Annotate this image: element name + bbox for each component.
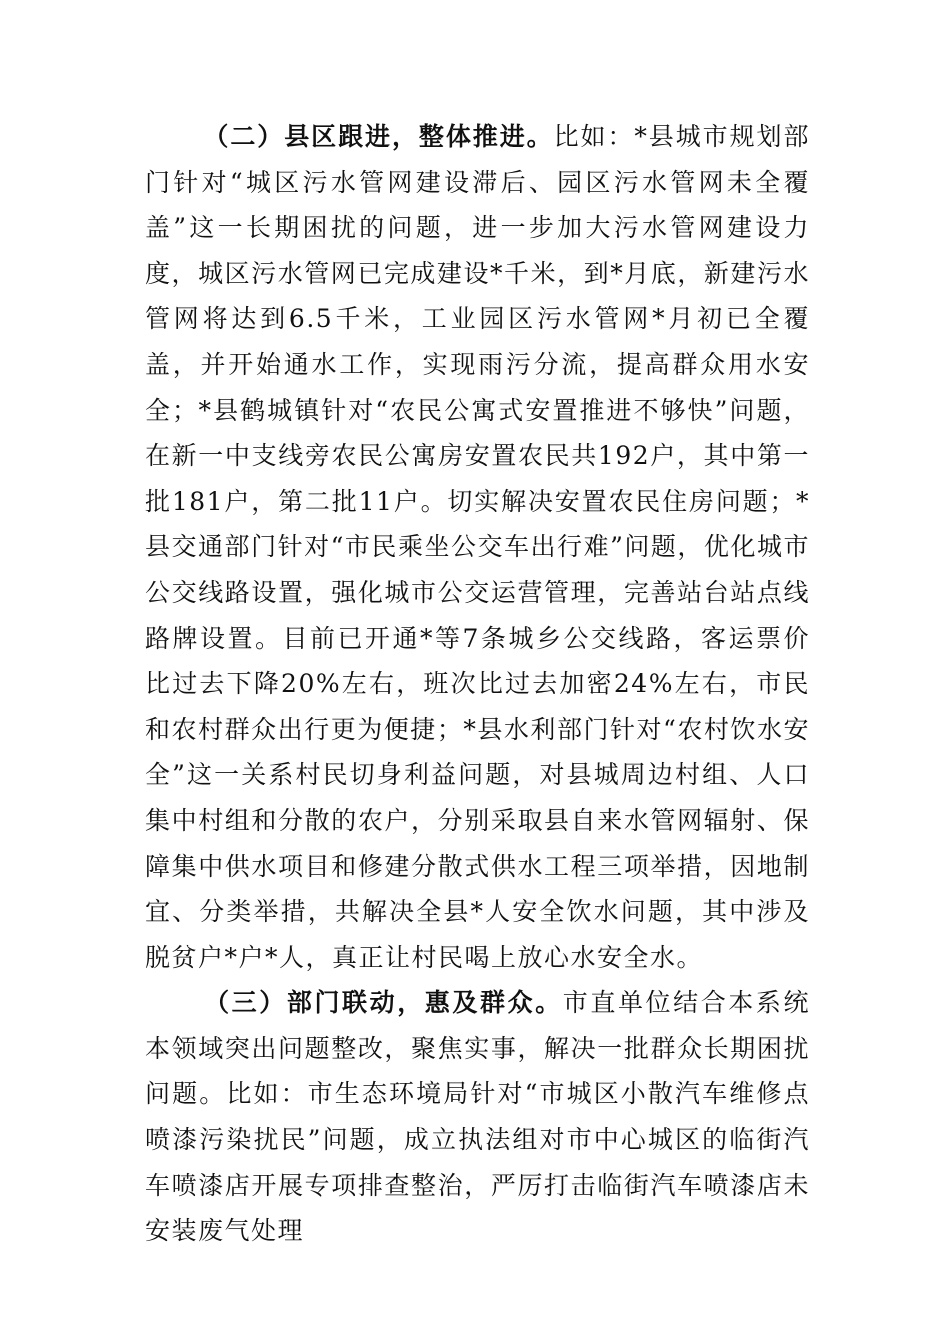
paragraph-department-linkage: [145, 980, 810, 1254]
paragraph-text: 比如：*县城市规划部门针对“城区污水管网建设滞后、园区污水管网未全覆盖”这一长期困扰的问题，进一步加大污水管网建设力度，城区污水管网已完成建设*千米，到*月底，新建污水管网将达到6.5千米，工业园区污水管网*月初已全覆盖，并开始通水工作，实现雨污分流，提高群众用水安全；*县鹤城镇针对“农民公寓式安置推进不够快”问题，在新一中支线旁农民公寓房安置农民共192户，其中第一批181户，第二批11户。切实解决安置农民住房问题；*县交通部门针对“市民乘坐公交车出行难”问题，优化城市公交线路设置，强化城市公交运营管理，完善站台站点线路牌设置。目前已开通*等7条城乡公交线路，客运票价比过去下降20%左右，班次比过去加密24%左右，市民和农村群众出行更为便捷；*县水利部门针对“农村饮水安全”这一关系村民切身利益问题，对县城周边村组、人口集中村组和分散的农户，分别采取县自来水管网辐射、保障集中供水项目和修建分散式供水工程三项举措，因地制宜、分类举措，共解决全县*人安全饮水问题，其中涉及脱贫户*户*人，真正让村民喝上放心水安全水。: [145, 122, 810, 972]
paragraph-county-follow-up: [145, 114, 810, 980]
paragraph-text: 市直单位结合本系统本领域突出问题整改，聚焦实事，解决一批群众长期困扰问题。比如：市生态环境局针对“市城区小散汽车维修点喷漆污染扰民”问题，成立执法组对市中心城区的临街汽车喷漆店开展专项排查整治，严厉打击临街汽车喷漆店未安装废气处理: [145, 988, 810, 1246]
paragraph-heading: （二）县区跟进，整体推进。: [203, 122, 554, 151]
paragraph-heading: （三）部门联动，惠及群众。: [203, 988, 563, 1018]
document-body: [145, 114, 810, 1254]
